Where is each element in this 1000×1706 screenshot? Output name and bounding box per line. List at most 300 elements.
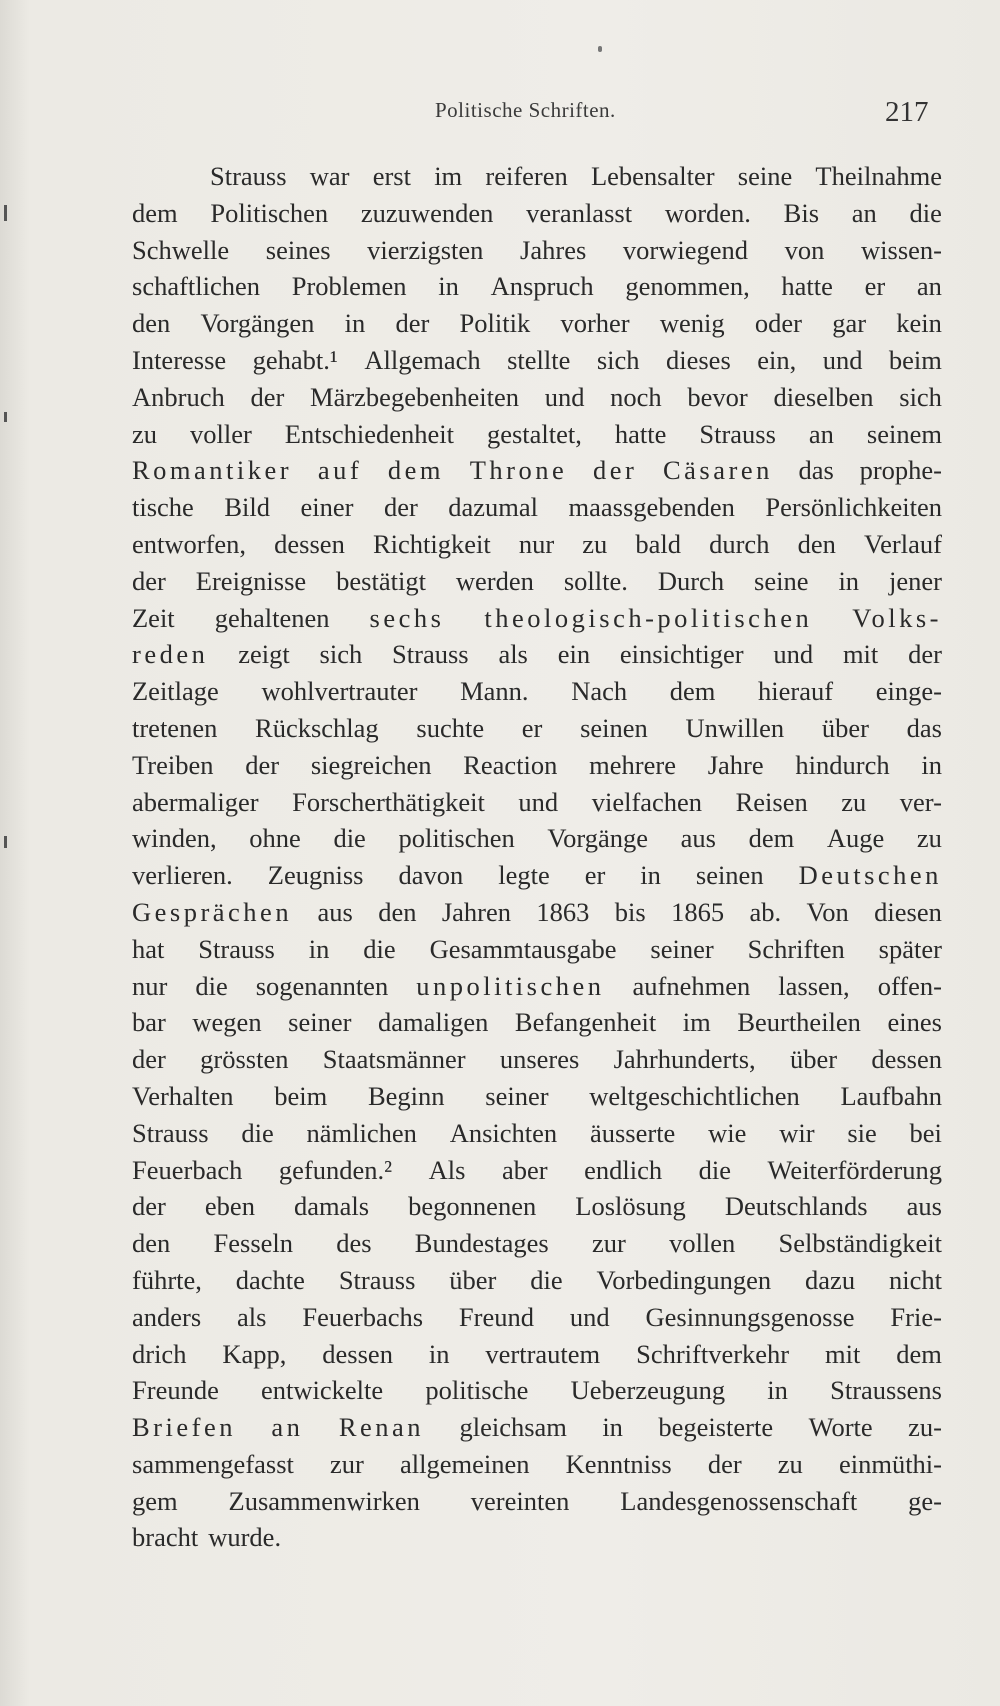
word: unpolitischen (416, 970, 605, 1001)
text-line (132, 1004, 942, 1041)
word: wegen (192, 1007, 262, 1038)
word: Worte (808, 1412, 873, 1443)
word: anders (132, 1301, 202, 1332)
text-line (132, 673, 942, 710)
word: Feuerbachs (302, 1301, 424, 1332)
word: erst (372, 161, 411, 191)
word: als (237, 1301, 267, 1332)
word: und (569, 1301, 610, 1332)
word: weltgeschichtlichen (589, 1080, 800, 1111)
word: ein (557, 639, 591, 670)
word: Jahres (520, 234, 587, 265)
word: Bundestages (414, 1228, 549, 1259)
word: seinem (866, 418, 942, 449)
word: Beurtheilen (737, 1007, 861, 1038)
word: reiferen (485, 161, 568, 191)
word: das (906, 712, 942, 743)
word: dieses (666, 344, 731, 375)
word: Gesammtausgabe (429, 933, 617, 964)
word: Lebensalter (590, 161, 715, 191)
word: vollen (669, 1228, 736, 1259)
word: schaftlichen (132, 271, 261, 302)
word: gehabt.¹ (252, 344, 338, 375)
word: kein (896, 308, 942, 339)
word: tische (132, 492, 194, 523)
word: Strauss (210, 161, 287, 191)
word: gem (132, 1485, 178, 1516)
word: aus (317, 896, 353, 927)
word: sich (596, 344, 640, 375)
word: beim (274, 1080, 328, 1111)
page-header (0, 96, 1000, 136)
word: Treiben (132, 749, 214, 780)
word: legte (498, 860, 550, 891)
word: Bis (783, 197, 820, 228)
word: den (132, 308, 171, 339)
text-line (132, 1115, 942, 1152)
word: führte, (132, 1264, 202, 1295)
word: der (383, 492, 418, 523)
text-line (132, 416, 942, 453)
word: zu (777, 1448, 803, 1479)
word: Jahren (441, 896, 512, 927)
word: zuzuwenden (360, 197, 494, 228)
word: dessen (871, 1044, 942, 1075)
word: werden (455, 565, 534, 596)
word: Renan (338, 1412, 425, 1443)
word: begeisterte (658, 1412, 774, 1443)
word: Bild (224, 492, 270, 523)
word: Strauss (699, 418, 776, 449)
word: damaligen (377, 1007, 489, 1038)
word: Politik (459, 308, 531, 339)
word: Märzbegebenheiten (310, 381, 519, 412)
word: Ansichten (449, 1117, 558, 1148)
word: Deutschlands (724, 1191, 868, 1222)
word: grössten (200, 1044, 289, 1075)
word: dazumal (448, 492, 539, 523)
word: Freund (458, 1301, 534, 1332)
word: durch (709, 528, 770, 559)
word: Strauss (392, 639, 469, 670)
word: der (132, 565, 166, 596)
word: sich (319, 639, 363, 670)
word: in (767, 1375, 788, 1406)
word: wie (708, 1117, 747, 1148)
word: Rückschlag (255, 712, 379, 743)
word: die (195, 970, 228, 1001)
word: begonnenen (408, 1191, 537, 1222)
text-line (132, 1336, 942, 1373)
text-line (132, 158, 942, 195)
word: der (132, 1044, 166, 1075)
word: zu (582, 528, 608, 559)
text-line (132, 1188, 942, 1225)
word: abermaliger (132, 786, 259, 817)
word: wir (779, 1117, 815, 1148)
word: im (434, 161, 463, 191)
text-line (132, 1483, 942, 1520)
word: diesen (874, 896, 942, 927)
word: Ueberzeugung (570, 1375, 726, 1406)
text-line (132, 968, 942, 1005)
word: mit (825, 1338, 861, 1369)
text-line (132, 1299, 942, 1336)
word: Strauss (132, 1117, 209, 1148)
word: die (241, 1117, 274, 1148)
word: und (544, 381, 585, 412)
text-line (132, 342, 942, 379)
word: eben (204, 1191, 255, 1222)
word: eines (887, 1007, 942, 1038)
word: in (308, 933, 330, 964)
word: entworfen, (132, 528, 247, 559)
word: in (344, 308, 366, 339)
word: er (584, 860, 606, 891)
text-line (132, 894, 942, 931)
word: seiner (288, 1007, 352, 1038)
word: ohne (249, 823, 301, 854)
word: bald (635, 528, 681, 559)
word: seines (265, 234, 331, 265)
word: wurde. (208, 1522, 282, 1553)
text-line (132, 1078, 942, 1115)
word: an (851, 197, 877, 228)
word: Jahrhunderts, (613, 1044, 756, 1075)
word: Laufbahn (840, 1080, 942, 1111)
word: zu (916, 823, 942, 854)
word: und (773, 639, 814, 670)
word: von (784, 234, 825, 265)
word: 1863 (536, 896, 590, 927)
word: mit (842, 639, 879, 670)
word: dem (387, 455, 444, 486)
word: bracht (132, 1522, 199, 1553)
word: Loslösung (575, 1191, 686, 1222)
word: dessen (274, 528, 345, 559)
text-line (132, 600, 942, 637)
word: tretenen (132, 712, 218, 743)
word: in (921, 749, 942, 780)
word: ab. (749, 896, 782, 927)
text-line (132, 526, 942, 563)
word: Cäsaren (662, 455, 773, 486)
word: Straussens (830, 1375, 942, 1406)
text-line (132, 857, 942, 894)
text-line (132, 195, 942, 232)
word: in (838, 565, 860, 596)
word: siegreichen (310, 749, 432, 780)
word: Durch (657, 565, 725, 596)
text-line (132, 710, 942, 747)
word: vertrautem (485, 1338, 601, 1369)
word: später (878, 933, 942, 964)
word: oder (754, 308, 802, 339)
word: zur (330, 1448, 364, 1479)
print-speck (598, 46, 602, 52)
word: politischen (398, 823, 515, 854)
word: Jahre (707, 749, 764, 780)
text-line (132, 232, 942, 269)
word: die (530, 1264, 563, 1295)
word: Beginn (367, 1080, 445, 1111)
word: drich (132, 1338, 187, 1369)
word: jener (889, 565, 942, 596)
text-line (132, 452, 942, 489)
word: an (808, 418, 834, 449)
word: als (498, 639, 528, 670)
word: winden, (132, 823, 217, 854)
word: Vorgänge (547, 823, 648, 854)
word: Allgemach (364, 344, 481, 375)
word: der (132, 1191, 166, 1222)
text-line (132, 1446, 942, 1483)
margin-mark (4, 205, 7, 221)
word: Theilnahme (815, 161, 942, 191)
word: war (309, 161, 350, 191)
word: Forscherthätigkeit (292, 786, 485, 817)
text-line (132, 305, 942, 342)
word: Deutschen (798, 860, 942, 891)
word: zur (591, 1228, 626, 1259)
word: Volks- (852, 602, 942, 633)
text-line (132, 820, 942, 857)
word: über (821, 712, 869, 743)
word: in (640, 860, 661, 891)
word: dem (896, 1338, 942, 1369)
word: die (333, 823, 366, 854)
word: hat (132, 933, 165, 964)
word: einer (300, 492, 354, 523)
word: Reisen (735, 786, 808, 817)
margin-mark (4, 836, 7, 848)
word: hindurch (795, 749, 890, 780)
word: dessen (322, 1338, 393, 1369)
word: Gesinnungsgenosse (645, 1301, 855, 1332)
word: an (271, 1412, 304, 1443)
word: über (449, 1264, 497, 1295)
word: mehrere (589, 749, 676, 780)
word: Anspruch (490, 271, 594, 302)
word: Verhalten (132, 1080, 234, 1111)
word: offen- (877, 970, 942, 1001)
word: Befangenheit (514, 1007, 657, 1038)
word: den (797, 528, 836, 559)
word: der (395, 308, 430, 339)
word: sogenannten (255, 970, 389, 1001)
word: gleichsam (459, 1412, 567, 1443)
word: Frie- (890, 1301, 942, 1332)
word: den (378, 896, 417, 927)
word: Persönlichkeiten (765, 492, 942, 523)
word: der (908, 639, 942, 670)
word: Problemen (291, 271, 407, 302)
word: nur (132, 970, 168, 1001)
word: veranlasst (526, 197, 633, 228)
word: vorher (560, 308, 630, 339)
word: Kapp, (222, 1338, 287, 1369)
word: und (822, 344, 863, 375)
word: seine (737, 161, 793, 191)
word: einmüthi- (838, 1448, 942, 1479)
word: stellte (507, 344, 571, 375)
word: dachte (235, 1264, 305, 1295)
word: einsichtiger (619, 639, 744, 670)
word: aus (906, 1191, 942, 1222)
word: Anbruch (132, 381, 225, 412)
word: Als (428, 1154, 466, 1185)
word: Gesprächen (132, 896, 293, 927)
word: vielfachen (591, 786, 703, 817)
word: ein, (757, 344, 797, 375)
word: ver- (899, 786, 942, 817)
word: zeigt (238, 639, 290, 670)
word: Feuerbach (132, 1154, 243, 1185)
word: Nach (571, 676, 628, 707)
word: dem (132, 197, 178, 228)
word: Ereignisse (195, 565, 307, 596)
text-line (132, 1372, 942, 1409)
word: dem (669, 676, 716, 707)
word: sich (899, 381, 942, 412)
word: Politischen (210, 197, 329, 228)
word: im (682, 1007, 711, 1038)
text-line (132, 1262, 942, 1299)
word: Verlauf (863, 528, 942, 559)
word: die (698, 1154, 732, 1185)
word: voller (189, 418, 252, 449)
word: der (592, 455, 638, 486)
word: seiner (485, 1080, 549, 1111)
word: wenig (659, 308, 725, 339)
word: Romantiker (132, 455, 293, 486)
word: seiner (650, 933, 714, 964)
word: aber (501, 1154, 548, 1185)
word: das (798, 455, 834, 486)
text-line (132, 1152, 942, 1189)
word: dazu (805, 1264, 856, 1295)
word: der (245, 749, 280, 780)
word: gehaltenen (214, 602, 330, 633)
word: Staatsmänner (322, 1044, 466, 1075)
word: Throne (469, 455, 568, 486)
word: politische (425, 1375, 529, 1406)
text-line (132, 747, 942, 784)
text-line (132, 1041, 942, 1078)
word: er (864, 271, 886, 302)
word: Schwelle (132, 234, 230, 265)
word: Vorgängen (200, 308, 315, 339)
word: sammengefasst (132, 1448, 294, 1479)
word: Zeugniss (267, 860, 364, 891)
word: und (518, 786, 559, 817)
word: bestätigt (336, 565, 426, 596)
word: der (250, 381, 285, 412)
word: die (363, 933, 396, 964)
text-line (132, 931, 942, 968)
word: Schriftverkehr (636, 1338, 790, 1369)
word: beim (888, 344, 942, 375)
word: des (336, 1228, 372, 1259)
word: in (428, 1338, 450, 1369)
word: ge- (908, 1485, 942, 1516)
word: Selbständigkeit (778, 1228, 942, 1259)
text-line (132, 1519, 942, 1556)
word: über (789, 1044, 838, 1075)
word: auf (317, 455, 363, 486)
word: lassen, (778, 970, 850, 1001)
word: seinen (580, 712, 648, 743)
word: Zeit (132, 602, 175, 633)
word: sollte. (563, 565, 628, 596)
word: Vorbedingungen (596, 1264, 772, 1295)
word: Strauss (198, 933, 275, 964)
text-line (132, 379, 942, 416)
word: nicht (888, 1264, 942, 1295)
word: seine (754, 565, 809, 596)
word: unseres (499, 1044, 580, 1075)
word: verlieren. (132, 860, 233, 891)
word: noch (610, 381, 662, 412)
word: Auge (826, 823, 885, 854)
word: Briefen (132, 1412, 236, 1443)
margin-mark (4, 412, 7, 422)
word: aufnehmen (632, 970, 751, 1001)
word: damals (294, 1191, 370, 1222)
word: Mann. (460, 676, 529, 707)
word: gestaltet, (486, 418, 582, 449)
word: Von (806, 896, 849, 927)
page-number: 217 (885, 96, 929, 128)
word: suchte (416, 712, 485, 743)
word: die (909, 197, 942, 228)
word: nämlichen (306, 1117, 417, 1148)
word: Richtigkeit (372, 528, 491, 559)
word: äusserte (589, 1117, 676, 1148)
word: Unwillen (685, 712, 785, 743)
text-line (132, 1409, 942, 1446)
word: der (707, 1448, 742, 1479)
word: in (602, 1412, 623, 1443)
word: entwickelte (261, 1375, 384, 1406)
word: vorwiegend (622, 234, 749, 265)
word: reden (132, 639, 209, 670)
body-text (132, 158, 942, 1556)
word: zu (841, 786, 867, 817)
word: theologisch-politischen (484, 602, 813, 633)
text-line (132, 268, 942, 305)
word: vereinten (470, 1485, 570, 1516)
text-line (132, 489, 942, 526)
word: Fesseln (213, 1228, 293, 1259)
word: bevor (687, 381, 748, 412)
word: Landesgenossenschaft (620, 1485, 858, 1516)
running-title: Politische Schriften. (435, 98, 616, 122)
word: seinen (695, 860, 764, 891)
word: sechs (369, 602, 445, 633)
word: Zusammenwirken (228, 1485, 420, 1516)
word: bis (614, 896, 646, 927)
word: prophe- (859, 455, 942, 486)
word: nur (518, 528, 555, 559)
word: Kenntniss (565, 1448, 672, 1479)
word: wissen- (861, 234, 942, 265)
word: aus (680, 823, 716, 854)
word: davon (398, 860, 464, 891)
word: in (438, 271, 459, 302)
word: wohlvertrauter (261, 676, 418, 707)
word: bei (909, 1117, 942, 1148)
